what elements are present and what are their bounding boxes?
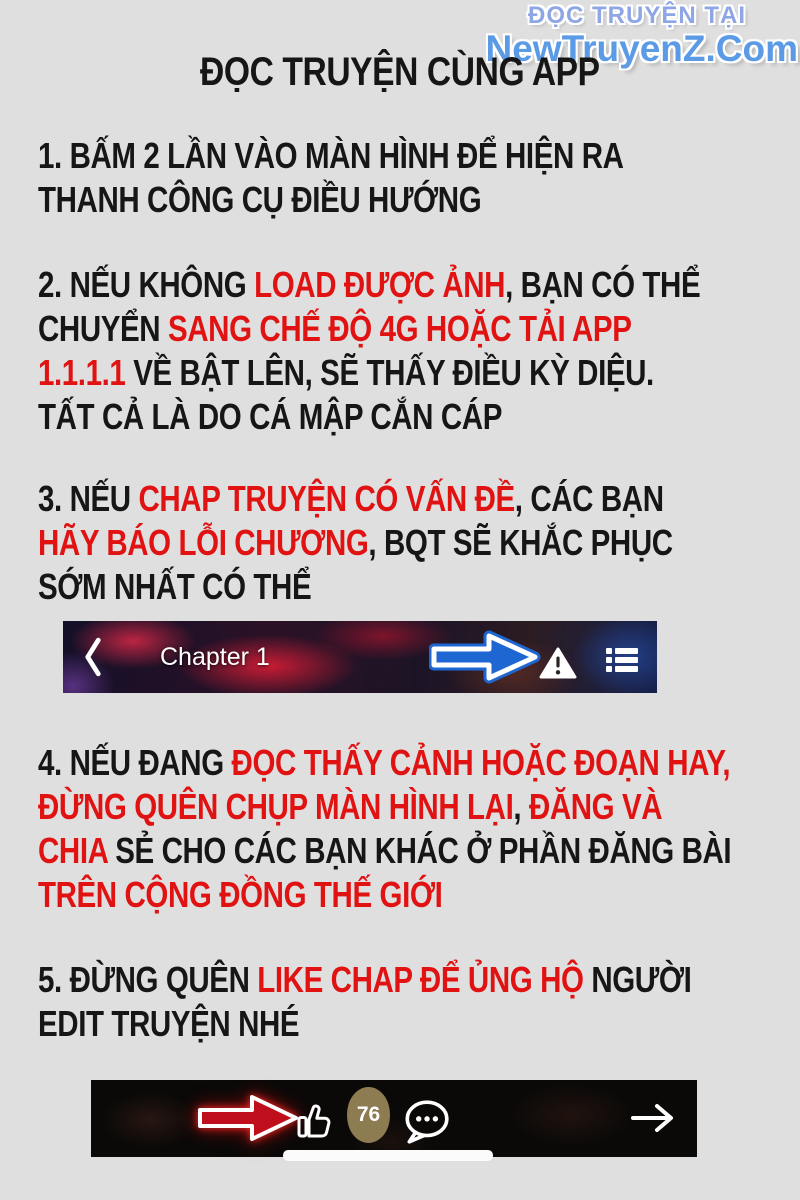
text-line [38,134,624,178]
warning-triangle-icon [539,646,577,680]
text-line [38,307,700,351]
text-run: ĐỪNG QUÊN CHỤP MÀN HÌNH LẠI [38,786,514,827]
text-run: , BẠN CÓ THỂ [505,264,701,305]
text-run: 4. NẾU ĐANG [38,742,232,783]
text-line [38,829,731,873]
text-line [38,785,731,829]
like-count: 76 [356,1103,381,1126]
text-run: THANH CÔNG CỤ ĐIỀU HƯỚNG [38,179,482,220]
text-line [38,958,691,1002]
like-count-badge [347,1087,390,1143]
text-run: CHIA [38,830,108,871]
text-run: 3. NẾU [38,478,139,519]
reader-toolbar-screenshot [91,1080,697,1157]
chapter-nav-screenshot [63,621,657,693]
instruction-2 [38,263,700,439]
pointer-arrow-blue-icon [429,630,541,684]
logo-sitename: NewTruyenZ.Com [485,28,798,69]
text-line [38,477,673,521]
comment-bubble-icon [401,1099,451,1145]
text-run: SANG CHẾ ĐỘ 4G HOẶC TẢI APP [167,308,632,349]
text-line [38,351,700,395]
text-line [38,263,700,307]
chapter-title: Chapter 1 [160,643,270,671]
text-line [38,741,731,785]
text-run: 1. BẤM 2 LẦN VÀO MÀN HÌNH ĐỂ HIỆN RA [38,135,624,176]
page-title: ĐỌC TRUYỆN CÙNG APP [200,50,600,94]
text-run: , [513,786,529,827]
list-icon [606,648,638,672]
text-run: HÃY BÁO LỖI CHƯƠNG [38,522,369,563]
text-line [38,1002,691,1046]
text-run: TRÊN CỘNG ĐỒNG THẾ GIỚI [38,874,443,915]
toolbar-bottom-strip [283,1150,493,1161]
instruction-3 [38,477,673,609]
text-run: 2. NẾU KHÔNG [38,264,255,305]
text-line [38,521,673,565]
text-run: , CÁC BẠN [514,478,664,519]
text-line [38,178,624,222]
text-run: CHUYỂN [38,308,168,349]
thumbs-up-icon [294,1097,342,1141]
text-run: ĐĂNG VÀ [528,786,663,827]
text-run: CHAP TRUYỆN CÓ VẤN ĐỀ [138,478,515,519]
text-run: ĐỌC THẤY CẢNH HOẶC ĐOẠN HAY, [231,742,731,783]
arrow-right-icon [629,1102,675,1134]
instruction-4 [38,741,731,917]
instruction-5 [38,958,691,1046]
text-line [38,873,731,917]
text-line [38,395,700,439]
text-run: 1.1.1.1 [38,352,126,393]
text-run: EDIT TRUYỆN NHÉ [38,1003,300,1044]
text-run: LOAD ĐƯỢC ẢNH [254,264,506,305]
pointer-arrow-red-icon [194,1090,302,1146]
logo-tagline: ĐỌC TRUYỆN TẠI [528,2,746,29]
instruction-1 [38,134,624,222]
text-run: , BQT SẼ KHẮC PHỤC [368,522,673,563]
text-run: TẤT CẢ LÀ DO CÁ MẬP CẮN CÁP [38,396,502,437]
text-run: SẺ CHO CÁC BẠN KHÁC Ở PHẦN ĐĂNG BÀI [107,830,732,871]
chevron-left-icon [83,637,103,677]
text-run: LIKE CHAP ĐỂ ỦNG HỘ [257,959,584,1000]
text-run: SỚM NHẤT CÓ THỂ [38,566,312,607]
text-run: 5. ĐỪNG QUÊN [38,959,258,1000]
text-line [38,565,673,609]
text-run: NGƯỜI [583,959,692,1000]
text-run: VỀ BẬT LÊN, SẼ THẤY ĐIỀU KỲ DIỆU. [125,352,654,393]
